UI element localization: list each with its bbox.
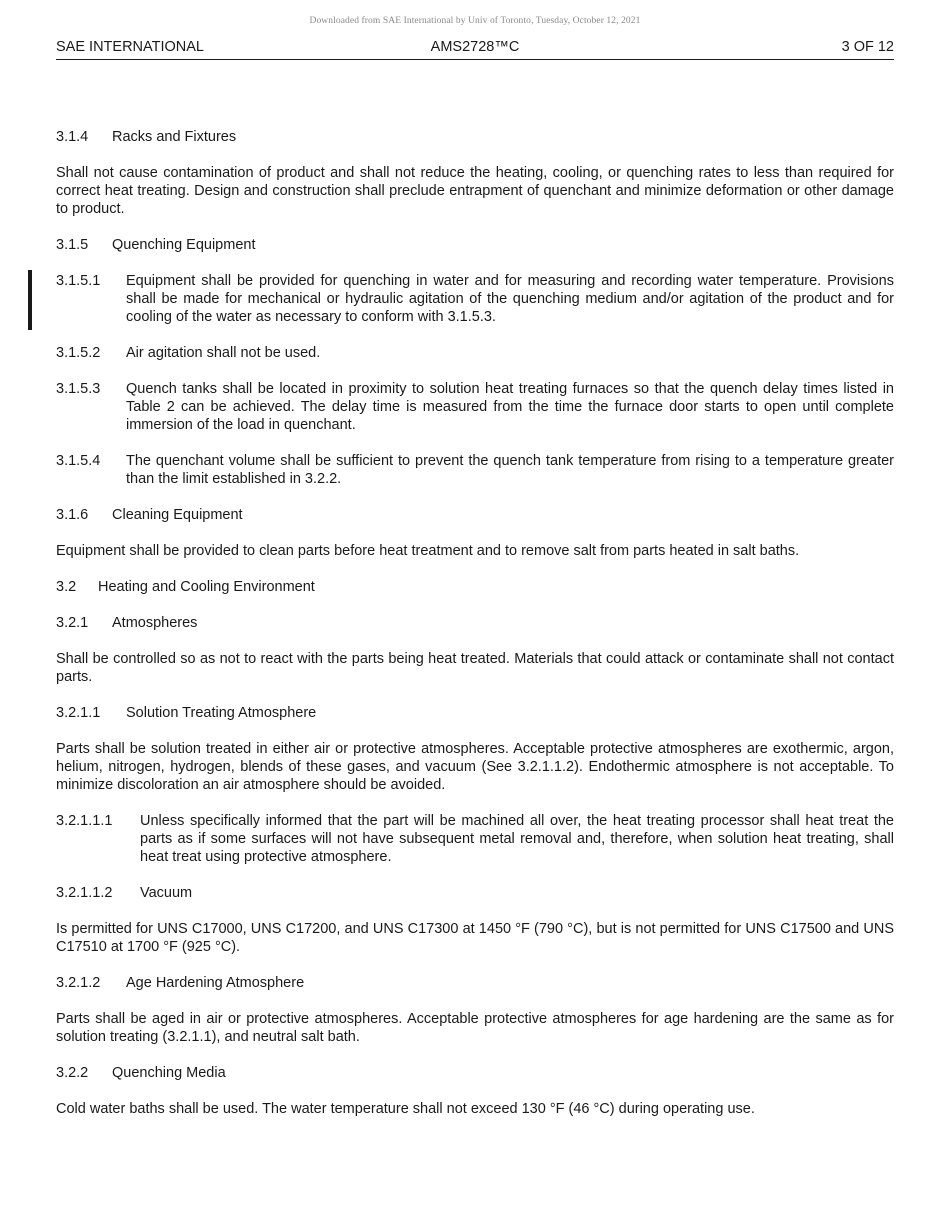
paragraph-3-2-2: Cold water baths shall be used. The water temperature shall not exceed 130 °F (46 °C) during operating use. [56,1101,755,1117]
section-number: 3.1.4 [56,129,89,145]
list-item-3-1-5-2 [56,344,894,362]
document-number: AMS2728™C [430,39,520,55]
section-number: 3.2.1.2 [56,975,101,991]
paragraph-3-1-4: Shall not cause contamination of product and shall not reduce the heating, cooling, or quenching rates to less than required for correct heat treating. Design and construction shall preclude entrapment of quenchant and minimize deformation or other damage to product. [56,165,894,217]
section-heading-3-1-5 [56,236,894,254]
section-number: 3.2 [56,579,77,595]
paragraph-3-2-1-1: Parts shall be solution treated in either air or protective atmospheres. Acceptable protective atmospheres are exothermic, argon, helium, nitrogen, hydrogen, blends of these gases, and vacuum (See 3.2.1.1.2). Endothermic atmosphere is not acceptable. To minimize discoloration an air atmosphere should be avoided. [56,741,894,793]
section-title: Cleaning Equipment [112,507,243,523]
section-heading-3-2-1-1 [56,704,894,722]
revision-change-bar [28,270,32,330]
section-heading-3-2-1 [56,614,894,632]
section-title: Age Hardening Atmosphere [126,975,305,991]
section-number: 3.1.5 [56,237,89,253]
section-title: Quenching Equipment [112,237,256,253]
section-heading-3-2-1-2 [56,974,894,992]
item-text: Quench tanks shall be located in proximity to solution heat treating furnaces so that the quench delay times listed in Table 2 can be achieved. The delay time is measured from the time the furnace door starts to open until complete immersion of the load in quenchant. [126,381,894,433]
section-title: Solution Treating Atmosphere [126,705,317,721]
section-title: Atmospheres [112,615,198,631]
item-text: Air agitation shall not be used. [126,345,321,361]
paragraph-3-2-1-2: Parts shall be aged in air or protective atmospheres. Acceptable protective atmospheres for age hardening are the same as for solution treating (3.2.1.1), and neutral salt bath. [56,1011,894,1045]
list-item-3-1-5-4 [56,452,894,488]
section-heading-3-2-2 [56,1064,894,1082]
item-number: 3.1.5.4 [56,453,101,469]
item-number: 3.1.5.1 [56,273,101,289]
list-item-3-1-5-1 [56,272,894,326]
section-number: 3.2.1.1 [56,705,101,721]
publisher-name: SAE INTERNATIONAL [56,39,204,55]
section-heading-3-2 [56,578,894,596]
paragraph-3-2-1: Shall be controlled so as not to react with the parts being heat treated. Materials that could attack or contaminate shall not contact parts. [56,651,894,685]
item-text: Equipment shall be provided for quenching in water and for measuring and recording water temperature. Provisions shall be made for mechanical or hydraulic agitation of the quenching medium and/or agitation of the product and for cooling of the water as necessary to conform with 3.1.5.3. [126,273,894,325]
item-number: 3.2.1.1.1 [56,813,113,829]
section-number: 3.1.6 [56,507,89,523]
section-heading-3-1-6 [56,506,894,524]
section-title: Quenching Media [112,1065,226,1081]
section-heading-3-1-4 [56,128,894,146]
item-number: 3.1.5.3 [56,381,101,397]
download-watermark: Downloaded from SAE International by Univ of Toronto, Tuesday, October 12, 2021 [309,16,641,26]
paragraph-3-2-1-1-2: Is permitted for UNS C17000, UNS C17200, and UNS C17300 at 1450 °F (790 °C), but is not permitted for UNS C17500 and UNS C17510 at 1700 °F (925 °C). [56,921,894,955]
section-number: 3.2.1.1.2 [56,885,113,901]
section-title: Racks and Fixtures [112,129,237,145]
section-number: 3.2.2 [56,1065,89,1081]
document-body [56,128,894,1136]
item-number: 3.1.5.2 [56,345,101,361]
list-item-3-1-5-3 [56,380,894,434]
page-header [56,39,894,60]
section-heading-3-2-1-1-2 [56,884,894,902]
section-title: Heating and Cooling Environment [98,579,315,595]
item-text: Unless specifically informed that the part will be machined all over, the heat treating processor shall heat treat the parts as if some surfaces will not have subsequent metal removal and, therefore, when solution heat treating, shall heat treat using protective atmosphere. [140,813,894,865]
paragraph-3-1-6: Equipment shall be provided to clean parts before heat treatment and to remove salt from parts heated in salt baths. [56,543,800,559]
section-title: Vacuum [140,885,193,901]
section-number: 3.2.1 [56,615,89,631]
page-number: 3 OF 12 [841,39,894,55]
list-item-3-2-1-1-1 [56,812,894,866]
item-text: The quenchant volume shall be sufficient to prevent the quench tank temperature from rising to a temperature greater than the limit established in 3.2.2. [126,453,894,487]
